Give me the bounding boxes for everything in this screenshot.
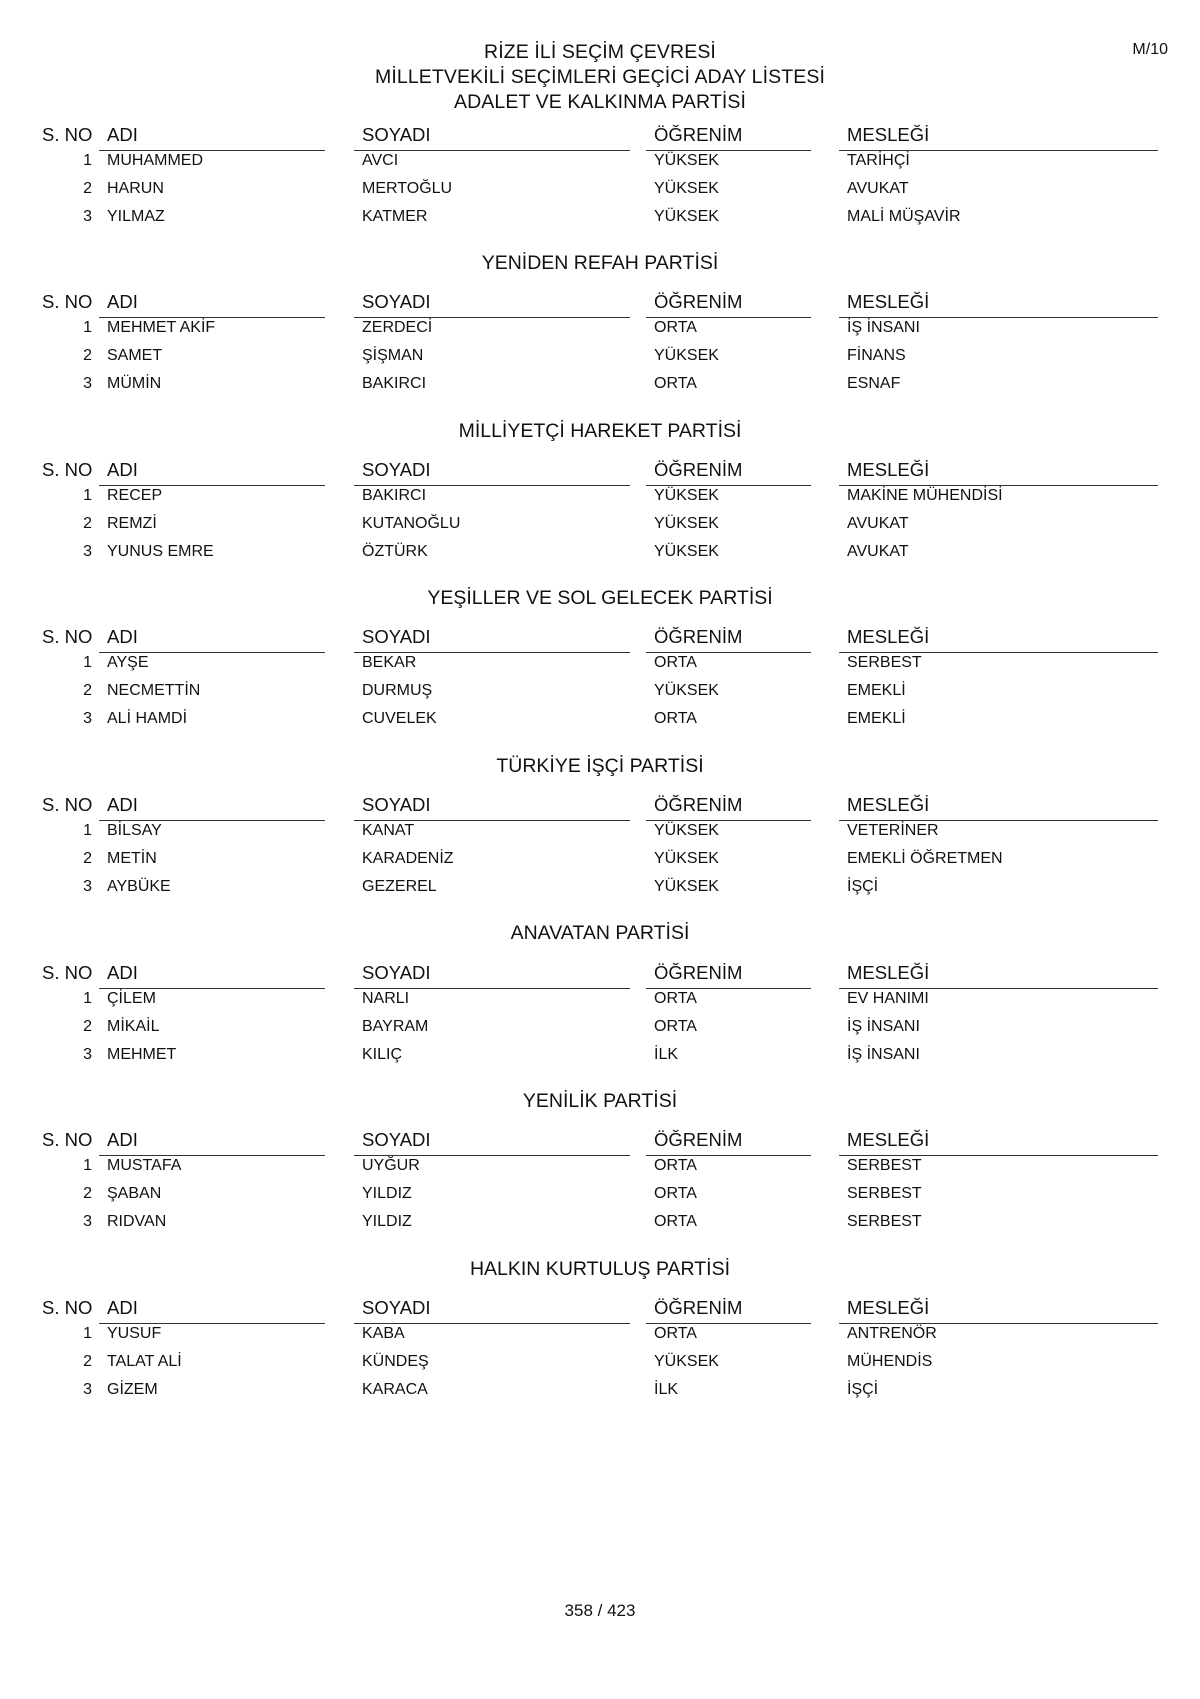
- candidate-soyadi: DURMUŞ: [362, 682, 433, 699]
- candidate-no: 3: [83, 710, 92, 727]
- candidate-meslegi: SERBEST: [847, 1213, 922, 1230]
- candidate-no: 1: [83, 822, 92, 839]
- header-underline: [646, 485, 811, 486]
- candidate-row: [42, 515, 1166, 537]
- header-underline: [354, 150, 630, 151]
- candidate-adi: NECMETTİN: [107, 682, 201, 699]
- column-header-adi: ADI: [107, 794, 138, 815]
- candidate-adi: AYBÜKE: [107, 878, 171, 895]
- candidate-no: 3: [83, 878, 92, 895]
- page-id: M/10: [1132, 41, 1168, 58]
- column-header-meslegi: MESLEĞİ: [847, 962, 930, 983]
- header-underline: [354, 820, 630, 821]
- column-header-no: S. NO: [42, 124, 93, 145]
- candidate-row: [42, 1381, 1166, 1403]
- column-header-soyadi: SOYADI: [362, 459, 431, 480]
- candidate-row: [42, 319, 1166, 341]
- candidate-soyadi: KATMER: [362, 208, 428, 225]
- candidate-soyadi: KANAT: [362, 822, 415, 839]
- candidate-no: 1: [83, 319, 92, 336]
- candidate-adi: RECEP: [107, 487, 163, 504]
- column-header-row: [42, 291, 1166, 315]
- candidate-row: [42, 375, 1166, 397]
- column-header-meslegi: MESLEĞİ: [847, 794, 930, 815]
- candidate-row: [42, 654, 1166, 676]
- candidate-meslegi: SERBEST: [847, 1185, 922, 1202]
- candidate-ogrenim: YÜKSEK: [654, 822, 719, 839]
- column-header-row: [42, 1129, 1166, 1153]
- candidate-ogrenim: YÜKSEK: [654, 152, 719, 169]
- candidate-no: 1: [83, 1157, 92, 1174]
- column-header-adi: ADI: [107, 962, 138, 983]
- candidate-soyadi: MERTOĞLU: [362, 180, 453, 197]
- candidate-row: [42, 543, 1166, 565]
- candidate-ogrenim: YÜKSEK: [654, 487, 719, 504]
- party-title: HALKIN KURTULUŞ PARTİSİ: [469, 1258, 731, 1280]
- candidate-meslegi: AVUKAT: [847, 180, 909, 197]
- header-underline: [839, 485, 1158, 486]
- candidate-soyadi: BAKIRCI: [362, 375, 427, 392]
- candidate-row: [42, 1213, 1166, 1235]
- candidate-row: [42, 1046, 1166, 1068]
- party-title: ANAVATAN PARTİSİ: [510, 922, 690, 944]
- header-underline: [99, 988, 325, 989]
- candidate-ogrenim: ORTA: [654, 710, 697, 727]
- candidate-soyadi: NARLI: [362, 990, 410, 1007]
- candidate-soyadi: KARACA: [362, 1381, 428, 1398]
- candidate-meslegi: MAKİNE MÜHENDİSİ: [847, 487, 1003, 504]
- candidate-meslegi: MÜHENDİS: [847, 1353, 933, 1370]
- candidate-no: 1: [83, 990, 92, 1007]
- header-underline: [354, 652, 630, 653]
- candidate-soyadi: BAYRAM: [362, 1018, 429, 1035]
- candidate-ogrenim: YÜKSEK: [654, 543, 719, 560]
- candidate-no: 2: [83, 347, 92, 364]
- candidate-row: [42, 208, 1166, 230]
- column-header-no: S. NO: [42, 459, 93, 480]
- candidate-adi: YILMAZ: [107, 208, 165, 225]
- candidate-adi: MUHAMMED: [107, 152, 203, 169]
- candidate-no: 1: [83, 1325, 92, 1342]
- document-header: [0, 40, 1200, 115]
- party-title: YEŞİLLER VE SOL GELECEK PARTİSİ: [427, 587, 773, 609]
- candidate-meslegi: İŞ İNSANI: [847, 319, 920, 336]
- candidate-ogrenim: ORTA: [654, 990, 697, 1007]
- candidate-row: [42, 1353, 1166, 1375]
- candidate-row: [42, 850, 1166, 872]
- candidate-no: 1: [83, 654, 92, 671]
- candidate-adi: MİKAİL: [107, 1018, 160, 1035]
- candidate-no: 3: [83, 543, 92, 560]
- candidate-meslegi: AVUKAT: [847, 543, 909, 560]
- column-header-adi: ADI: [107, 1297, 138, 1318]
- candidate-meslegi: EV HANIMI: [847, 990, 929, 1007]
- candidate-adi: HARUN: [107, 180, 164, 197]
- party-title: YENİLİK PARTİSİ: [522, 1090, 678, 1112]
- candidate-row: [42, 710, 1166, 732]
- party-title: YENİDEN REFAH PARTİSİ: [481, 252, 719, 274]
- candidate-meslegi: MALİ MÜŞAVİR: [847, 208, 961, 225]
- candidate-meslegi: İŞ İNSANI: [847, 1046, 920, 1063]
- header-line-1: RİZE İLİ SEÇİM ÇEVRESİ: [484, 41, 716, 63]
- header-underline: [99, 820, 325, 821]
- column-header-meslegi: MESLEĞİ: [847, 626, 930, 647]
- party-title: TÜRKİYE İŞÇİ PARTİSİ: [496, 755, 704, 777]
- candidate-meslegi: ANTRENÖR: [847, 1325, 937, 1342]
- candidate-adi: AYŞE: [107, 654, 149, 671]
- candidate-no: 2: [83, 682, 92, 699]
- candidate-no: 1: [83, 487, 92, 504]
- candidate-ogrenim: YÜKSEK: [654, 850, 719, 867]
- candidate-row: [42, 990, 1166, 1012]
- column-header-ogrenim: ÖĞRENİM: [654, 124, 743, 145]
- candidate-soyadi: KABA: [362, 1325, 405, 1342]
- header-underline: [99, 317, 325, 318]
- candidate-ogrenim: ORTA: [654, 319, 697, 336]
- candidate-meslegi: İŞÇİ: [847, 878, 879, 895]
- candidate-adi: MEHMET AKİF: [107, 319, 216, 336]
- candidate-adi: TALAT ALİ: [107, 1353, 182, 1370]
- candidate-row: [42, 1157, 1166, 1179]
- column-header-adi: ADI: [107, 124, 138, 145]
- candidate-ogrenim: YÜKSEK: [654, 515, 719, 532]
- candidate-no: 1: [83, 152, 92, 169]
- column-header-soyadi: SOYADI: [362, 962, 431, 983]
- column-header-ogrenim: ÖĞRENİM: [654, 626, 743, 647]
- candidate-adi: SAMET: [107, 347, 163, 364]
- candidate-no: 3: [83, 375, 92, 392]
- candidate-adi: MUSTAFA: [107, 1157, 182, 1174]
- column-header-row: [42, 794, 1166, 818]
- candidate-ogrenim: YÜKSEK: [654, 180, 719, 197]
- header-underline: [646, 652, 811, 653]
- candidate-soyadi: YILDIZ: [362, 1213, 412, 1230]
- header-underline: [99, 1323, 325, 1324]
- column-header-no: S. NO: [42, 291, 93, 312]
- header-underline: [99, 1155, 325, 1156]
- column-header-soyadi: SOYADI: [362, 794, 431, 815]
- header-underline: [839, 317, 1158, 318]
- candidate-row: [42, 180, 1166, 202]
- header-underline: [354, 317, 630, 318]
- candidate-soyadi: YILDIZ: [362, 1185, 412, 1202]
- candidate-row: [42, 152, 1166, 174]
- candidate-soyadi: AVCI: [362, 152, 399, 169]
- candidate-ogrenim: ORTA: [654, 1325, 697, 1342]
- header-line-2: MİLLETVEKİLİ SEÇİMLERİ GEÇİCİ ADAY LİSTESİ: [375, 66, 825, 88]
- candidate-meslegi: SERBEST: [847, 1157, 922, 1174]
- candidate-adi: GİZEM: [107, 1381, 158, 1398]
- candidate-row: [42, 347, 1166, 369]
- candidate-no: 3: [83, 1046, 92, 1063]
- candidate-adi: ŞABAN: [107, 1185, 162, 1202]
- candidate-no: 2: [83, 180, 92, 197]
- header-underline: [354, 988, 630, 989]
- candidate-row: [42, 878, 1166, 900]
- column-header-no: S. NO: [42, 1129, 93, 1150]
- header-underline: [646, 317, 811, 318]
- candidate-row: [42, 1185, 1166, 1207]
- column-header-no: S. NO: [42, 626, 93, 647]
- candidate-ogrenim: YÜKSEK: [654, 878, 719, 895]
- candidate-no: 3: [83, 1213, 92, 1230]
- header-underline: [839, 150, 1158, 151]
- candidate-adi: REMZİ: [107, 515, 157, 532]
- header-underline: [839, 988, 1158, 989]
- candidate-soyadi: KÜNDEŞ: [362, 1353, 429, 1370]
- candidate-adi: YUSUF: [107, 1325, 162, 1342]
- column-header-row: [42, 1297, 1166, 1321]
- column-header-no: S. NO: [42, 962, 93, 983]
- column-header-row: [42, 962, 1166, 986]
- candidate-soyadi: BEKAR: [362, 654, 417, 671]
- header-underline: [646, 820, 811, 821]
- candidate-meslegi: İŞ İNSANI: [847, 1018, 920, 1035]
- candidate-soyadi: ZERDECİ: [362, 319, 433, 336]
- candidate-ogrenim: ORTA: [654, 1157, 697, 1174]
- header-underline: [99, 150, 325, 151]
- candidate-ogrenim: ORTA: [654, 1213, 697, 1230]
- header-underline: [839, 1323, 1158, 1324]
- candidate-soyadi: KUTANOĞLU: [362, 515, 461, 532]
- candidate-ogrenim: YÜKSEK: [654, 208, 719, 225]
- candidate-row: [42, 487, 1166, 509]
- candidate-ogrenim: ORTA: [654, 1185, 697, 1202]
- candidate-meslegi: EMEKLİ: [847, 710, 906, 727]
- candidate-row: [42, 1325, 1166, 1347]
- column-header-ogrenim: ÖĞRENİM: [654, 291, 743, 312]
- candidate-row: [42, 682, 1166, 704]
- candidate-ogrenim: YÜKSEK: [654, 1353, 719, 1370]
- candidate-ogrenim: İLK: [654, 1046, 679, 1063]
- header-underline: [646, 988, 811, 989]
- header-underline: [99, 485, 325, 486]
- column-header-row: [42, 626, 1166, 650]
- column-header-ogrenim: ÖĞRENİM: [654, 1297, 743, 1318]
- candidate-soyadi: GEZEREL: [362, 878, 437, 895]
- column-header-soyadi: SOYADI: [362, 124, 431, 145]
- candidate-no: 2: [83, 515, 92, 532]
- candidate-soyadi: CUVELEK: [362, 710, 437, 727]
- header-underline: [354, 1323, 630, 1324]
- candidate-meslegi: VETERİNER: [847, 822, 939, 839]
- candidate-meslegi: EMEKLİ ÖĞRETMEN: [847, 850, 1003, 867]
- candidate-adi: ALİ HAMDİ: [107, 710, 188, 727]
- party-title: MİLLİYETÇİ HAREKET PARTİSİ: [458, 420, 742, 442]
- column-header-meslegi: MESLEĞİ: [847, 291, 930, 312]
- column-header-no: S. NO: [42, 794, 93, 815]
- candidate-no: 3: [83, 1381, 92, 1398]
- header-underline: [646, 1323, 811, 1324]
- candidate-row: [42, 1018, 1166, 1040]
- candidate-no: 2: [83, 1185, 92, 1202]
- candidate-ogrenim: YÜKSEK: [654, 682, 719, 699]
- candidate-meslegi: AVUKAT: [847, 515, 909, 532]
- candidate-adi: BİLSAY: [107, 822, 162, 839]
- candidate-ogrenim: YÜKSEK: [654, 347, 719, 364]
- column-header-meslegi: MESLEĞİ: [847, 124, 930, 145]
- candidate-meslegi: ESNAF: [847, 375, 901, 392]
- candidate-ogrenim: ORTA: [654, 1018, 697, 1035]
- header-underline: [839, 1155, 1158, 1156]
- candidate-no: 2: [83, 1018, 92, 1035]
- candidate-row: [42, 822, 1166, 844]
- column-header-soyadi: SOYADI: [362, 1129, 431, 1150]
- column-header-adi: ADI: [107, 291, 138, 312]
- candidate-soyadi: ÖZTÜRK: [362, 543, 428, 560]
- candidate-soyadi: BAKIRCI: [362, 487, 427, 504]
- header-underline: [839, 820, 1158, 821]
- party-title: ADALET VE KALKINMA PARTİSİ: [454, 91, 746, 113]
- column-header-soyadi: SOYADI: [362, 1297, 431, 1318]
- column-header-ogrenim: ÖĞRENİM: [654, 794, 743, 815]
- candidate-adi: MEHMET: [107, 1046, 177, 1063]
- column-header-soyadi: SOYADI: [362, 291, 431, 312]
- column-header-ogrenim: ÖĞRENİM: [654, 459, 743, 480]
- candidate-adi: MÜMİN: [107, 375, 162, 392]
- column-header-adi: ADI: [107, 459, 138, 480]
- candidate-meslegi: FİNANS: [847, 347, 906, 364]
- column-header-no: S. NO: [42, 1297, 93, 1318]
- candidate-adi: ÇİLEM: [107, 990, 156, 1007]
- column-header-meslegi: MESLEĞİ: [847, 1297, 930, 1318]
- candidate-meslegi: SERBEST: [847, 654, 922, 671]
- header-underline: [99, 652, 325, 653]
- column-header-meslegi: MESLEĞİ: [847, 1129, 930, 1150]
- header-underline: [839, 652, 1158, 653]
- column-header-adi: ADI: [107, 626, 138, 647]
- candidate-adi: METİN: [107, 850, 157, 867]
- candidate-no: 2: [83, 1353, 92, 1370]
- candidate-no: 2: [83, 850, 92, 867]
- column-header-meslegi: MESLEĞİ: [847, 459, 930, 480]
- column-header-adi: ADI: [107, 1129, 138, 1150]
- candidate-ogrenim: ORTA: [654, 654, 697, 671]
- candidate-ogrenim: ORTA: [654, 375, 697, 392]
- candidate-meslegi: TARİHÇİ: [847, 152, 910, 169]
- header-underline: [354, 1155, 630, 1156]
- candidate-soyadi: KILIÇ: [362, 1046, 403, 1063]
- candidate-ogrenim: İLK: [654, 1381, 679, 1398]
- candidate-adi: RIDVAN: [107, 1213, 167, 1230]
- column-header-row: [42, 124, 1166, 148]
- candidate-adi: YUNUS EMRE: [107, 543, 214, 560]
- candidate-soyadi: KARADENİZ: [362, 850, 454, 867]
- header-underline: [354, 485, 630, 486]
- header-underline: [646, 150, 811, 151]
- candidate-no: 3: [83, 208, 92, 225]
- header-underline: [646, 1155, 811, 1156]
- candidate-soyadi: ŞİŞMAN: [362, 347, 424, 364]
- column-header-ogrenim: ÖĞRENİM: [654, 1129, 743, 1150]
- candidate-soyadi: UYĞUR: [362, 1157, 420, 1174]
- candidate-meslegi: EMEKLİ: [847, 682, 906, 699]
- column-header-soyadi: SOYADI: [362, 626, 431, 647]
- column-header-row: [42, 459, 1166, 483]
- candidate-meslegi: İŞÇİ: [847, 1381, 879, 1398]
- page-number: 358 / 423: [564, 1601, 636, 1620]
- column-header-ogrenim: ÖĞRENİM: [654, 962, 743, 983]
